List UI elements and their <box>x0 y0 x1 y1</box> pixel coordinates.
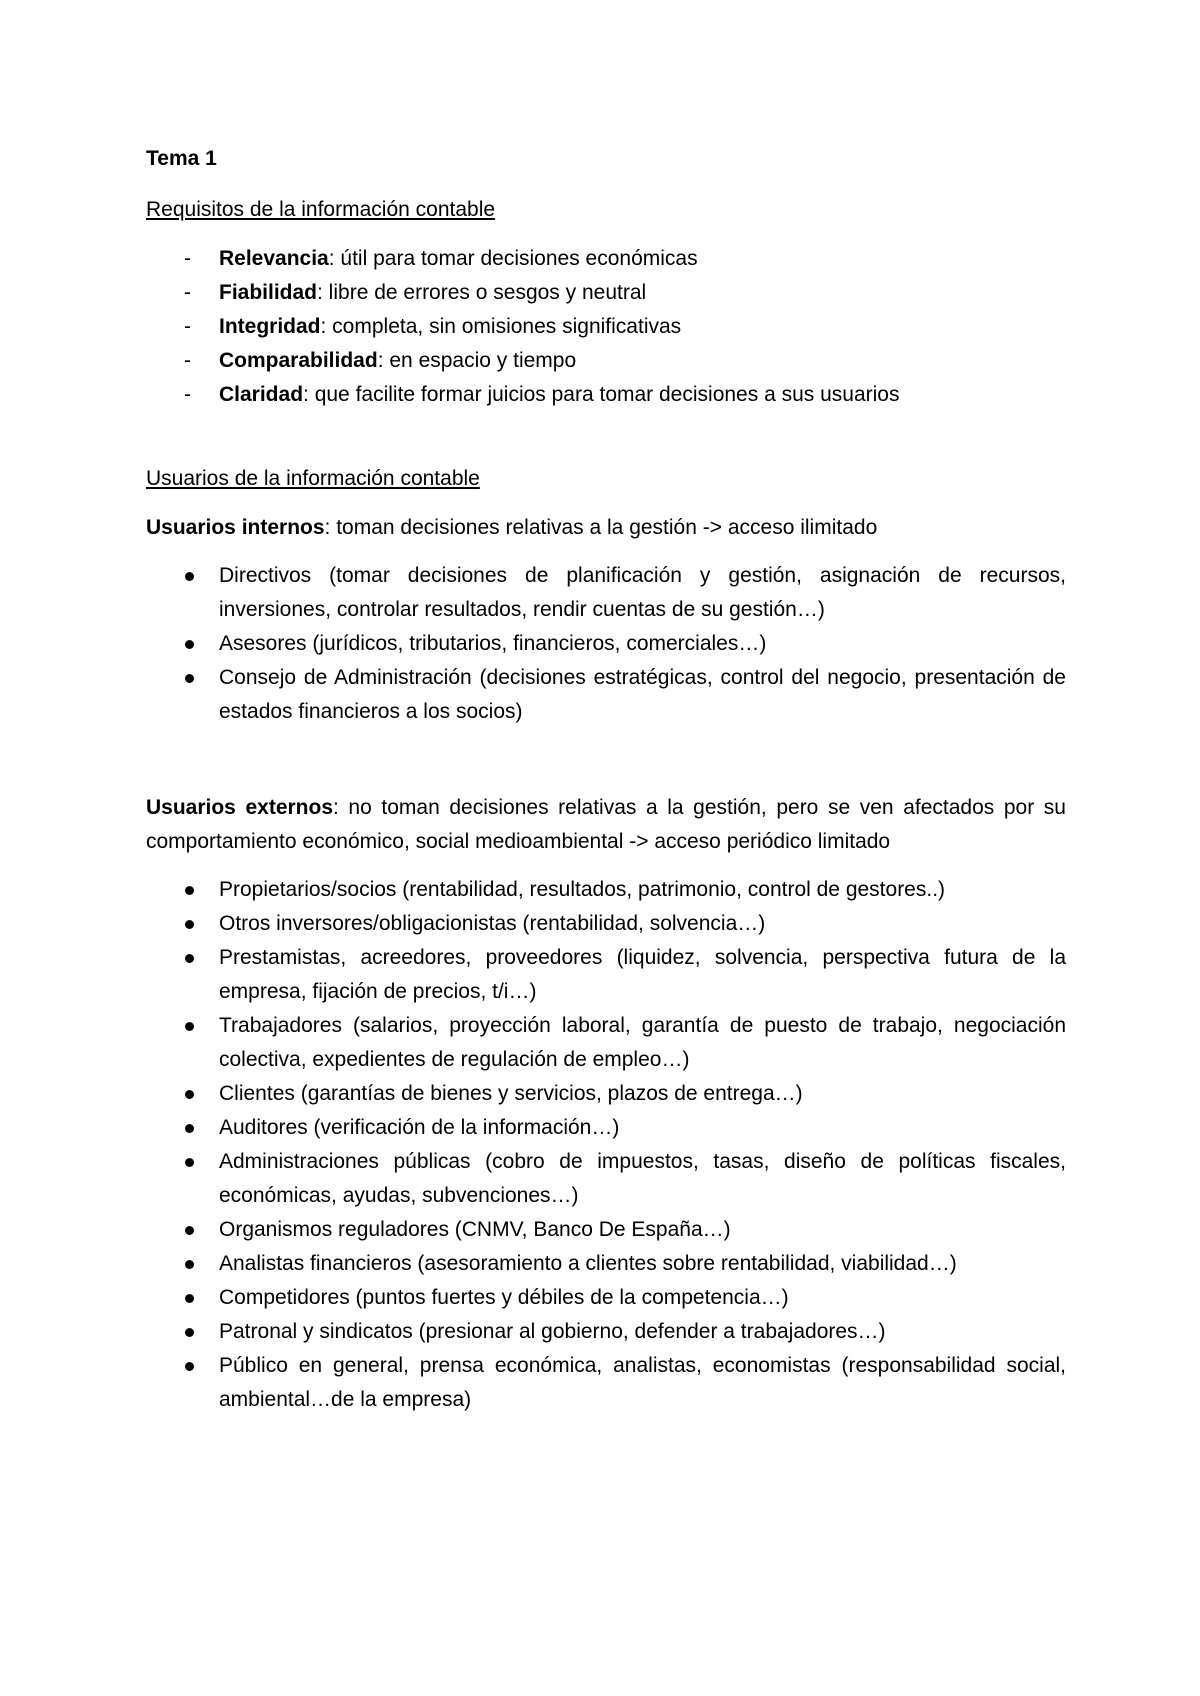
list-item-text: Directivos (tomar decisiones de planificación y gestión, asignación de recursos, inversiones, controlar resultados, rendir cuentas de su gestión…) <box>219 564 1066 621</box>
list-item <box>146 378 1066 412</box>
list-item <box>146 310 1066 344</box>
list-item-text: Asesores (jurídicos, tributarios, financieros, comerciales…) <box>219 632 767 655</box>
list-item <box>146 1315 1066 1349</box>
bullet-icon <box>185 1226 194 1235</box>
item-desc: : que facilite formar juicios para tomar decisiones a sus usuarios <box>303 383 900 406</box>
list-item-text: Patronal y sindicatos (presionar al gobierno, defender a trabajadores…) <box>219 1320 886 1343</box>
list-item-text: Analistas financieros (asesoramiento a clientes sobre rentabilidad, viabilidad…) <box>219 1252 957 1275</box>
item-term: Claridad <box>219 383 304 406</box>
usuarios-externos-desc: : no toman decisiones relativas a la gestión, pero se ven afectados por su comportamiento económico, social medioambiental -> acceso periódico limitado <box>146 796 1066 853</box>
list-item <box>146 873 1066 907</box>
requisitos-list <box>146 242 1066 412</box>
dash-marker: - <box>184 281 191 304</box>
list-item <box>146 276 1066 310</box>
bullet-icon <box>185 1158 194 1167</box>
document-page <box>146 142 1066 1417</box>
list-item <box>146 661 1066 729</box>
list-item-text: Prestamistas, acreedores, proveedores (liquidez, solvencia, perspectiva futura de la empresa, fijación de precios, t/i…) <box>219 946 1066 1003</box>
dash-marker: - <box>184 315 191 338</box>
item-term: Integridad <box>219 315 321 338</box>
section-heading-requisitos: Requisitos de la información contable <box>146 198 496 221</box>
list-item-text: Administraciones públicas (cobro de impuestos, tasas, diseño de políticas fiscales, económicas, ayudas, subvenciones…) <box>219 1150 1066 1207</box>
bullet-icon <box>185 1260 194 1269</box>
bullet-icon <box>185 1124 194 1133</box>
bullet-icon <box>185 1090 194 1099</box>
usuarios-internos-list <box>146 559 1066 729</box>
list-item-text: Público en general, prensa económica, analistas, economistas (responsabilidad social, ambiental…de la empresa) <box>219 1354 1066 1411</box>
bullet-icon <box>185 1362 194 1371</box>
list-item <box>146 1145 1066 1213</box>
item-term: Comparabilidad <box>219 349 378 372</box>
list-item-text: Consejo de Administración (decisiones estratégicas, control del negocio, presentación de estados financieros a los socios) <box>219 666 1066 723</box>
list-item <box>146 1111 1066 1145</box>
list-item <box>146 1281 1066 1315</box>
item-desc: : en espacio y tiempo <box>377 349 577 372</box>
list-item-text: Auditores (verificación de la información…) <box>219 1116 620 1139</box>
document-title: Tema 1 <box>146 147 217 170</box>
list-item <box>146 344 1066 378</box>
list-item <box>146 1009 1066 1077</box>
bullet-icon <box>185 886 194 895</box>
usuarios-externos-list <box>146 873 1066 1417</box>
bullet-icon <box>185 1328 194 1337</box>
usuarios-externos-paragraph <box>146 791 1066 859</box>
list-item <box>146 559 1066 627</box>
list-item <box>146 1077 1066 1111</box>
bullet-icon <box>185 920 194 929</box>
list-item <box>146 907 1066 941</box>
list-item-text: Clientes (garantías de bienes y servicios, plazos de entrega…) <box>219 1082 803 1105</box>
dash-marker: - <box>184 383 191 406</box>
item-desc: : útil para tomar decisiones económicas <box>328 247 698 270</box>
list-item-text: Competidores (puntos fuertes y débiles de la competencia…) <box>219 1286 789 1309</box>
list-item <box>146 627 1066 661</box>
list-item-text: Trabajadores (salarios, proyección laboral, garantía de puesto de trabajo, negociación colectiva, expedientes de regulación de empleo…) <box>219 1014 1066 1071</box>
list-item-text: Otros inversores/obligacionistas (rentabilidad, solvencia…) <box>219 912 766 935</box>
list-item <box>146 1247 1066 1281</box>
bullet-icon <box>185 1022 194 1031</box>
item-term: Relevancia <box>219 247 329 270</box>
item-term: Fiabilidad <box>219 281 318 304</box>
usuarios-internos-desc: : toman decisiones relativas a la gestión -> acceso ilimitado <box>324 516 878 539</box>
dash-marker: - <box>184 247 191 270</box>
dash-marker: - <box>184 349 191 372</box>
section-heading-usuarios: Usuarios de la información contable <box>146 467 480 490</box>
bullet-icon <box>185 572 194 581</box>
usuarios-internos-term: Usuarios internos <box>146 516 325 539</box>
bullet-icon <box>185 674 194 683</box>
usuarios-externos-term: Usuarios externos <box>146 796 333 819</box>
list-item-text: Propietarios/socios (rentabilidad, resultados, patrimonio, control de gestores..) <box>219 878 946 901</box>
list-item-text: Organismos reguladores (CNMV, Banco De España…) <box>219 1218 731 1241</box>
list-item <box>146 1213 1066 1247</box>
bullet-icon <box>185 640 194 649</box>
list-item <box>146 242 1066 276</box>
item-desc: : libre de errores o sesgos y neutral <box>317 281 647 304</box>
usuarios-internos-paragraph <box>146 511 1066 545</box>
list-item <box>146 941 1066 1009</box>
item-desc: : completa, sin omisiones significativas <box>320 315 682 338</box>
list-item <box>146 1349 1066 1417</box>
bullet-icon <box>185 954 194 963</box>
bullet-icon <box>185 1294 194 1303</box>
